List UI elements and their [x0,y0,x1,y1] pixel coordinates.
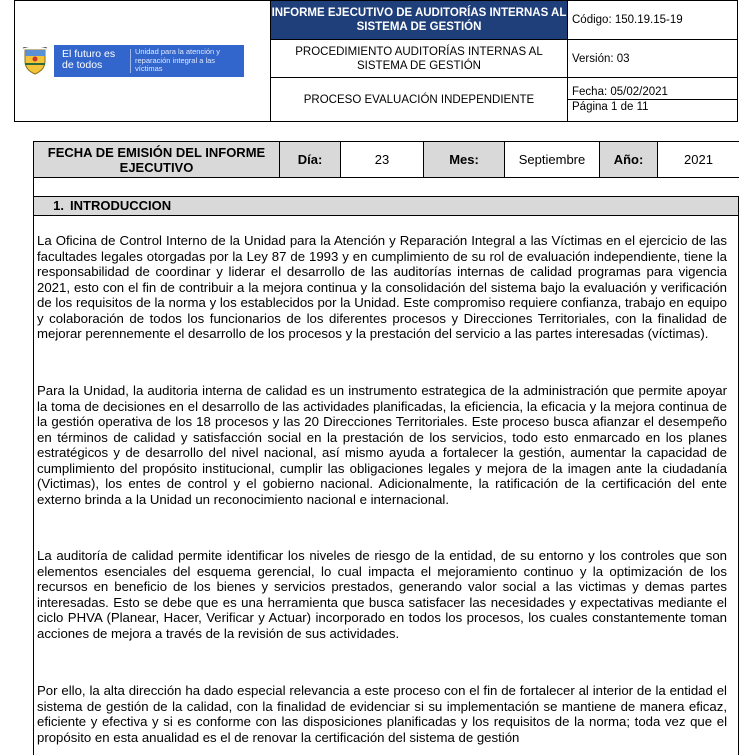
paragraph-2: Para la Unidad, la auditoria interna de calidad es un instrumento estrategica de la administración que permite apoyar la toma de decisiones en el desarrollo de las actividades planificadas, la eficiencia, la eficacia y la mejora continua de la gestión operativa de los 18 procesos y las 20 Direcciones Territoriales. Este proceso busca afianzar el desempeño en términos de calidad y satisfacción social en la prestación de los servicios, todo esto enmarcado en los planes estratégicos y de desarrollo del nivel nacional, así mismo ayuda a fortalecer la gestión, aumentar la capacidad de cumplimiento del propósito institucional, cumplir las obligaciones legales y mejora de la imagen ante la ciudadanía (Victimas), los entes de control y el gobierno nacional. Adicionalmente, la ratificación de la certificación del ente externo brinda a la Unidad un reconocimiento nacional e internacional. [37,383,727,507]
institution-logo [18,41,248,81]
document-version: Versión: 03 [568,40,738,78]
day-value: 23 [341,142,424,178]
logo-separator [130,49,131,73]
page-number: Página 1 de 11 [568,99,737,115]
document-header [14,0,738,122]
document-code: Código: 150.19.15-19 [568,1,738,40]
month-label: Mes: [424,142,505,178]
document-date: Fecha: 05/02/2021 [568,84,737,99]
logo-brand-text: El futuro es de todos [62,49,124,71]
procedure-name: PROCEDIMIENTO AUDITORÍAS INTERNAS AL SISTEMA DE GESTIÓN [271,40,568,78]
year-label: Año: [600,142,658,178]
emission-date-table [33,141,739,198]
spacer-row [34,178,739,199]
year-value: 2021 [658,142,739,178]
logo-cell [15,1,271,122]
emission-label: FECHA DE EMISIÓN DEL INFORME EJECUTIVO [34,142,280,178]
section-title: INTRODUCCION [70,198,171,213]
logo-unit-text: Unidad para la atención y reparación integral a las víctimas [135,48,241,74]
date-page-cell [568,78,738,122]
process-name: PROCESO EVALUACIÓN INDEPENDIENTE [271,78,568,122]
month-value: Septiembre [505,142,600,178]
section-heading [33,196,739,216]
coat-of-arms-icon [22,47,48,75]
paragraph-1: La Oficina de Control Interno de la Unidad para la Atención y Reparación Integral a las Víctimas en el ejercicio de las facultades legales otorgadas por la Ley 87 de 1993 y en cumplimiento de su rol de evaluación independiente, tiene la responsabilidad de coordinar y liderar el desarrollo de las auditorías internas de calidad programas para vigencia 2021, esto con el fin de contribuir a la mejora continua y la consolidación del sistema bajo la evaluación y verificación de los requisitos de la norma y los establecidos por la Unidad. Este compromiso requiere confianza, trabajo en equipo y colaboración de todos los funcionarios de los diferentes procesos y Direcciones Territoriales, con la finalidad de mejorar perennemente el desarrollo de los procesos y la prestación del servicio a las partes interesadas (víctimas). [37,233,727,342]
day-label: Día: [280,142,341,178]
report-title: INFORME EJECUTIVO DE AUDITORÍAS INTERNAS AL SISTEMA DE GESTIÓN [271,1,568,40]
paragraph-4: Por ello, la alta dirección ha dado especial relevancia a este proceso con el fin de fortalecer al interior de la entidad el sistema de gestión de la calidad, con la finalidad de evidenciar si su implementación se mantiene de manera eficaz, eficiente y efectiva y si es conforme con las disposiciones planificadas y los requisitos de la norma; toda vez que el propósito en esta anualidad es el de renovar la certificación del sistema de gestión [37,683,727,745]
paragraph-3: La auditoría de calidad permite identificar los niveles de riesgo de la entidad, de su entorno y los controles que son elementos esenciales del esquema gerencial, lo cual impacta el mejoramiento continuo y la optimización de los recursos en beneficio de los bienes y servicios prestados, generando valor social a las victimas y demas partes interesadas. Esto se debe que es una herramienta que busca satisfacer las necesidades y expectativas mediante el ciclo PHVA (Planear, Hacer, Verificar y Actuar) incorporado en todos los procesos, los cuales constantemente toman acciones de mejora a través de la revisión de sus actividades. [37,548,727,641]
section-number: 1. [34,197,64,215]
